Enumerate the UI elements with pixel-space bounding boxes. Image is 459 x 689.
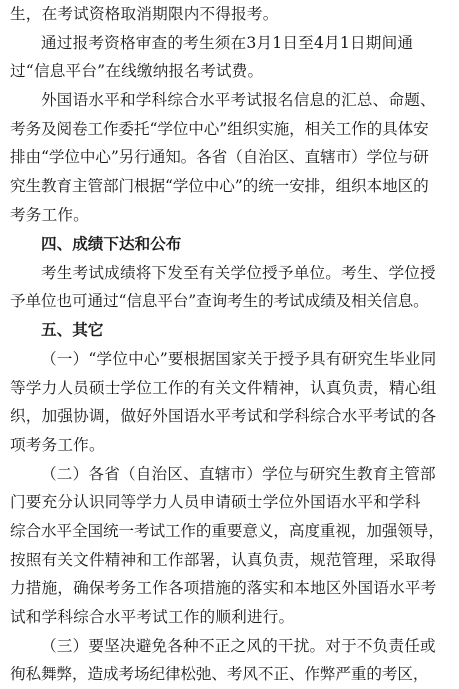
text-line: 外国语水平和学科综合水平考试报名信息的汇总、命题、 [41, 91, 436, 110]
text-line: 通过报考资格审查的考生须在3月1日至4月1日期间通 [41, 33, 414, 52]
text-line: 力措施，确保考务工作各项措施的落实和本地区外国语水平考 [10, 579, 437, 598]
text-line: 织，加强协调，做好外国语水平考试和学科综合水平考试的各 [10, 407, 437, 426]
text-line: （一）“学位中心”要根据国家关于授予具有研究生毕业同 [41, 349, 437, 368]
text-line: 考生考试成绩将下发至有关学位授予单位。考生、学位授 [41, 263, 436, 282]
text-line: 过“信息平台”在线缴纳报名考试费。 [10, 62, 264, 81]
text-line: 门要充分认识同等学力人员申请硕士学位外国语水平和学科 [10, 493, 421, 512]
text-line: 试和学科综合水平考试工作的顺利进行。 [10, 608, 295, 627]
text-line: 排由“学位中心”另行通知。各省（自治区、直辖市）学位与研 [10, 148, 429, 167]
text-line: 究生教育主管部门根据“学位中心”的统一安排，组织本地区的 [10, 177, 429, 196]
text-line: （二）各省（自治区、直辖市）学位与研究生教育主管部 [41, 464, 436, 483]
section-heading: 四、成绩下达和公布 [41, 234, 182, 253]
text-line: 予单位也可通过“信息平台”查询考生的考试成绩及相关信息。 [10, 292, 429, 311]
text-line: （三）要坚决避免各种不正之风的干扰。对于不负责任或 [41, 636, 436, 655]
text-line: 生，在考试资格取消期限内不得报考。 [10, 5, 279, 23]
text-line: 按照有关文件精神和工作部署，认真负责，规范管理，采取得 [10, 550, 437, 569]
section-heading: 五、其它 [41, 320, 104, 339]
text-line: 综合水平全国统一考试工作的重要意义，高度重视，加强领导， [10, 522, 444, 540]
text-line: 等学力人员硕士学位工作的有关文件精神，认真负责，精心组 [10, 378, 437, 397]
text-line: 项考务工作。 [10, 435, 105, 454]
text-line: 徇私舞弊，造成考场纪律松弛、考风不正、作弊严重的考区， [10, 665, 429, 684]
text-line: 考务工作。 [10, 205, 89, 224]
text-line: 考务及阅卷工作委托“学位中心”组织实施，相关工作的具体安 [10, 119, 429, 138]
